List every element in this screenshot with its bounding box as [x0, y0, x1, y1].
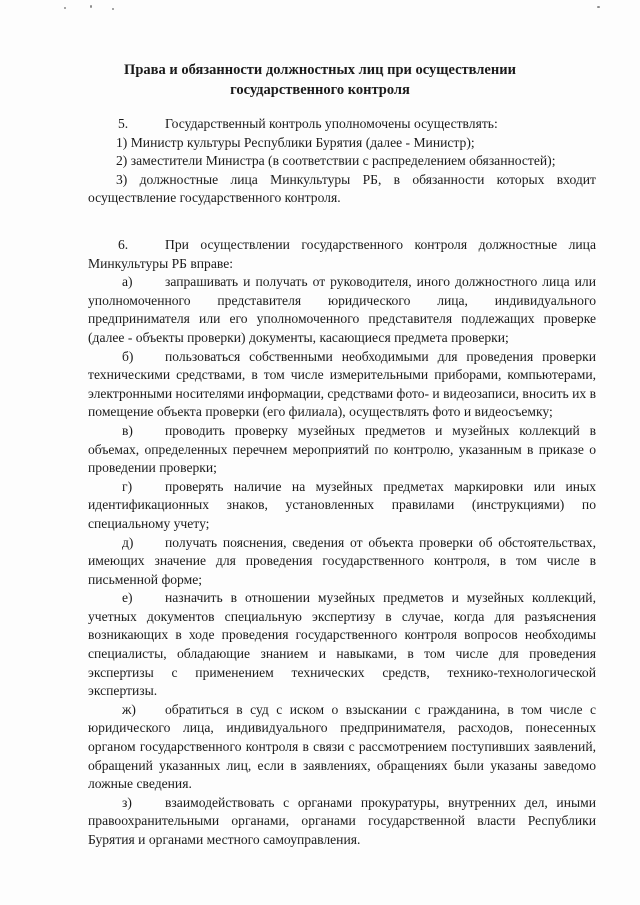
item-text: запрашивать и получать от руководителя, иного должностного лица или уполномоченного представителя юридического лица, индивидуального предпринимателя или его уполномоченного представителя подлежащих проверке (далее - объекты проверки) документы, касающиеся предмета проверки; — [88, 274, 596, 345]
item-letter: е) — [122, 590, 133, 606]
section-5-item-1 — [88, 134, 596, 153]
item-letter: ж) — [122, 701, 136, 717]
item-text: назначить в отношении музейных предметов и музейных коллекций, учетных документов специальную экспертизу в случае, когда для разъяснения возникающих в ходе проведения государственного контроля вопросов необходимы специалисты, обладающие знанием и навыками, в том числе для проведения экспертизы с применением технических средств, технико-технологической экспертизы. — [88, 590, 596, 699]
scan-speck — [90, 5, 92, 8]
section-5-item-3 — [88, 171, 596, 208]
section-6-item-b — [88, 348, 596, 422]
scan-speck — [597, 6, 600, 8]
section-5-item-2-text: 2) заместители Министра (в соответствии с распределением обязанностей); — [116, 153, 556, 169]
section-6-item-z — [88, 794, 596, 850]
section-6-intro — [88, 236, 596, 273]
section-5 — [88, 115, 596, 208]
section-6-item-zh — [88, 701, 596, 794]
item-text: проводить проверку музейных предметов и музейных коллекций в объемах, определенных перечнем мероприятий по контролю, указанным в приказе о проведении проверки; — [88, 422, 596, 476]
section-6-item-a — [88, 273, 596, 347]
section-6-item-e — [88, 589, 596, 701]
item-letter: в) — [122, 422, 133, 438]
section-6-intro-text: При осуществлении государственного контроля должностные лица Минкультуры РБ вправе: — [88, 237, 596, 271]
section-5-intro — [88, 115, 596, 134]
item-text: проверять наличие на музейных предметах маркировки или иных идентификационных знаков, установленных правилами (инструкциями) по специальному учету; — [88, 478, 596, 531]
section-5-item-2 — [88, 152, 596, 171]
item-text: обратиться в суд с иском о взыскании с гражданина, в том числе с юридического лица, индивидуального предпринимателя, расходов, понесенных органом государственного контроля в связи с рассмотрением поступивших заявлений, обращений указанных лиц, если в заявлениях, обращениях были указаны заведомо ложные сведения. — [88, 701, 596, 792]
item-letter: г) — [122, 478, 133, 494]
section-6-number: 6. — [118, 237, 129, 252]
section-5-intro-text: Государственный контроль уполномочены осуществлять: — [165, 116, 498, 131]
section-5-item-1-text: 1) Министр культуры Республики Бурятия (далее - Министр); — [116, 134, 475, 150]
section-6-item-g — [88, 478, 596, 534]
item-text: получать пояснения, сведения от объекта проверки об обстоятельствах, имеющих значение для проведения государственного контроля, в том числе в письменной форме; — [88, 534, 596, 587]
item-letter: з) — [122, 794, 132, 810]
item-letter: а) — [122, 274, 133, 290]
item-letter: д) — [122, 534, 134, 550]
section-6-item-v — [88, 422, 596, 478]
section-6 — [88, 236, 596, 850]
scan-speck — [64, 7, 66, 9]
title-line-2: государственного контроля — [230, 82, 410, 98]
item-text: взаимодействовать с органами прокуратуры, внутренних дел, иными правоохранительными органами, органами государственной власти Республики Бурятия и органами местного самоуправления. — [88, 794, 596, 847]
section-5-number: 5. — [118, 116, 129, 131]
item-text: пользоваться собственными необходимыми для проведения проверки техническими средствами, в том числе измерительными приборами, компьютерами, электронными носителями информации, средствами фото- и видеозаписи, вносить их в помещение объекта проверки (его филиала), осуществлять фото и видеосъемку; — [88, 348, 596, 420]
scan-speck — [112, 8, 114, 10]
item-letter: б) — [122, 348, 134, 364]
document-title — [110, 60, 530, 100]
section-6-item-d — [88, 534, 596, 590]
title-line-1: Права и обязанности должностных лиц при осуществлении — [124, 62, 516, 78]
section-5-item-3-text: 3) должностные лица Минкультуры РБ, в обязанности которых входит осуществление государственного контроля. — [88, 171, 596, 206]
